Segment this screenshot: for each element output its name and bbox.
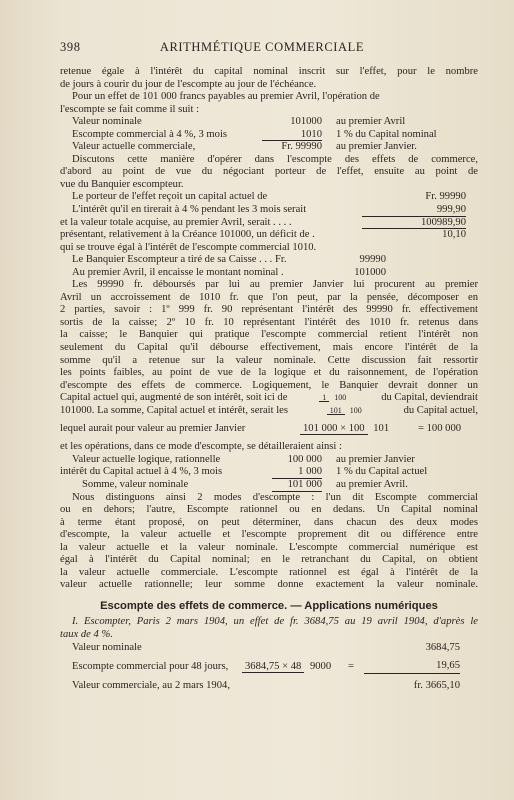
fraction-numerator: 101 [327,407,345,415]
row-value: 100989,90 [362,217,466,230]
row-note: au premier Janvier. [336,141,417,153]
text-line [60,392,478,405]
text-line: Pour un effet de 101 000 francs payables au premier Avril, l'opération de [72,91,380,103]
table-row [60,654,478,680]
fraction [327,407,365,415]
text-fragment: 101000. La somme, Capital actuel et intérêt, serait les [60,404,288,416]
table-row [60,680,478,693]
text-fragment: lequel aurait pour valeur au premier Janvier [60,423,246,435]
table-row [60,229,478,242]
exercise-statement: taux de 4 %. [60,628,113,640]
row-label: présentant, relativement à la Créance 101000, un déficit de . [60,229,315,241]
table-row [60,642,478,655]
row-value: 100 000 [287,453,322,465]
row-value: 999,90 [362,204,466,217]
text-line: sortis de la caisse; 2º 10 fr. 10 représentant l'intérêt des 1010 fr. retenus dans [60,316,478,328]
row-label: et la valeur totale acquise, au premier Avril, serait . . . . [60,216,292,228]
fraction-numerator: 1 [319,394,329,402]
fraction [319,394,349,402]
row-value: 1 000 [272,466,322,479]
row-label: Valeur actuelle commerciale, [72,141,196,153]
row-note: au premier Janvier [336,453,415,465]
row-value: 3684,75 [425,641,460,653]
row-value: 10,10 [442,229,466,241]
row-value: 19,65 [364,660,460,674]
text-line: valeur actuelle rationnelle; leur somme donne exactement la valeur nominale. [60,579,478,591]
text-line: seulement du Capital qu'il débourse effectivement, mais encore l'intérêt de la [60,342,478,354]
fraction-numerator: 101 000 × 100 [300,423,368,435]
row-label: Au premier Avril, il encaisse le montant nominal . [72,266,284,278]
formula-result: = 100 000 [418,423,462,435]
text-line: et les opérations, dans ce mode d'escompte, se détailleraient ainsi : [60,441,342,453]
section-heading: Escompte des effets de commerce. — Applications numériques [100,599,438,612]
text-line: égal à l'intérêt du Capital nominal; en le retranchant du Capital, on obtient [60,554,478,566]
text-line: Discutons cette manière d'opérer dans l'escompte des effets de commerce, [72,153,478,165]
text-line: l'escompte se fait comme il suit : [60,103,200,115]
text-line: d'abord au point de vue du négociant porteur de l'effet, ensuite au point de [60,166,478,178]
fraction [242,661,338,673]
row-value: fr. 3665,10 [413,680,460,692]
table-row [60,129,478,142]
table-row [60,217,478,230]
running-title: ARITHMÉTIQUE COMMERCIALE [159,40,365,54]
row-label: L'intérêt qu'il en tirerait à 4 % pendant les 3 mois serait [72,204,307,216]
fraction-denominator: 100 [349,406,362,416]
row-label: intérêt du Capital actuel à 4 %, 3 mois [60,466,223,478]
row-note: 1 % du Capital nominal [336,128,437,140]
text-line: la valeur actuelle et la valeur nominale. L'escompte commercial numérique est [60,541,478,553]
text-line: retenue égale à l'intérêt du capital nominal inscrit sur l'effet, pour le nombre [60,66,478,77]
table-row [60,466,478,479]
table-row [60,191,478,204]
text-line: Avril un accroissement de 1010 fr. que l'on peut, par la pensée, décomposer en [60,291,478,303]
text-fragment: Capital actuel qui, augmenté de son intérêt, soit ici de [60,392,288,404]
text-line: la caisse; le Banquier qui pratique l'escompte commercial retient l'intérêt non [60,329,478,341]
fraction-numerator: 3684,75 × 48 [242,661,304,673]
fraction-denominator: 9000 [309,661,332,673]
row-value: 99990 [359,254,386,266]
formula-line [60,417,478,441]
row-label: Escompte commercial à 4 %, 3 mois [72,128,228,140]
row-value: 101 000 [272,479,322,492]
exercise-statement: I. Escompter, Paris 2 mars 1904, un effet de fr. 3684,75 au 19 avril 1904, d'après le [72,616,478,628]
text-line: qui se trouve égal à l'intérêt de l'escompte commercial 1010. [60,241,317,253]
table-row [60,204,478,217]
row-label: Valeur commerciale, au 2 mars 1904, [72,680,230,692]
text-line: de jours à courir du jour de l'escompte au jour de l'échéance. [60,78,317,90]
row-value: Fr. 99990 [281,141,322,153]
text-line: d'escompte, la valeur actuelle et l'escompte proprement dit ou différence entre [60,529,478,541]
equals-sign: = [348,660,354,672]
fraction-denominator: 101 [373,423,390,435]
text-line: ou en dehors; l'autre, Escompte rationnel ou en dedans. Un Capital nominal [60,504,478,516]
row-label: Valeur nominale [72,641,142,653]
row-note: au premier Avril. [336,478,408,490]
table-row [60,254,478,267]
fraction [300,423,410,435]
table-row [60,454,478,467]
row-value: 1010 [262,129,322,142]
text-line: la valeur actuelle commerciale. L'escompte rationnel est égal à l'intérêt de la [60,566,478,578]
fraction-denominator: 100 [334,393,347,403]
text-fragment: du Capital actuel, [403,404,478,416]
row-label: Escompte commercial pour 48 jours, [72,660,229,672]
text-line: 2 parties, savoir : 1º 999 fr. 90 représentant l'intérêt des 99990 fr. effectivement [60,304,478,316]
text-line: à terme étant proposé, on peut déterminer, dans chacun des deux modes [60,516,478,528]
text-line [60,405,478,418]
row-label: Somme, valeur nominale [82,478,189,490]
row-value: 101000 [290,116,322,128]
table-row [60,141,478,154]
row-note: au premier Avril [336,116,406,128]
page-number: 398 [60,40,81,54]
row-value: 101000 [354,266,386,278]
row-label: Valeur actuelle logique, rationnelle [72,453,221,465]
text-line: vue du Banquier escompteur. [60,178,184,190]
row-label: Valeur nominale [72,116,142,128]
page-body [60,66,478,693]
text-line: Les 99990 fr. déboursés par lui au premier Janvier lui procurent au premier [72,279,478,291]
row-value: Fr. 99990 [425,191,466,203]
table-row [60,116,478,129]
table-row [60,479,478,492]
table-row [60,267,478,280]
row-label: Le Banquier Escompteur a tiré de sa Caisse . . . Fr. [72,254,287,266]
text-line: d'escompte des effets de commerce. Logiquement, le Banquier devrait donner un [60,379,478,391]
running-header [60,40,464,56]
row-label: Le porteur de l'effet reçoit un capital actuel de [72,191,268,203]
row-note: 1 % du Capital actuel [336,466,428,478]
text-line: Nous distinguons ainsi 2 modes d'escompte : l'un dit Escompte commercial [72,491,478,503]
text-line: somme qu'il a retenue sur la valeur nominale. Cette discussion fait ressortir [60,354,478,366]
text-line: les points faibles, au point de vue de la logique et du raisonnement, de l'opération [60,367,478,379]
text-fragment: du Capital, deviendrait [381,392,478,404]
